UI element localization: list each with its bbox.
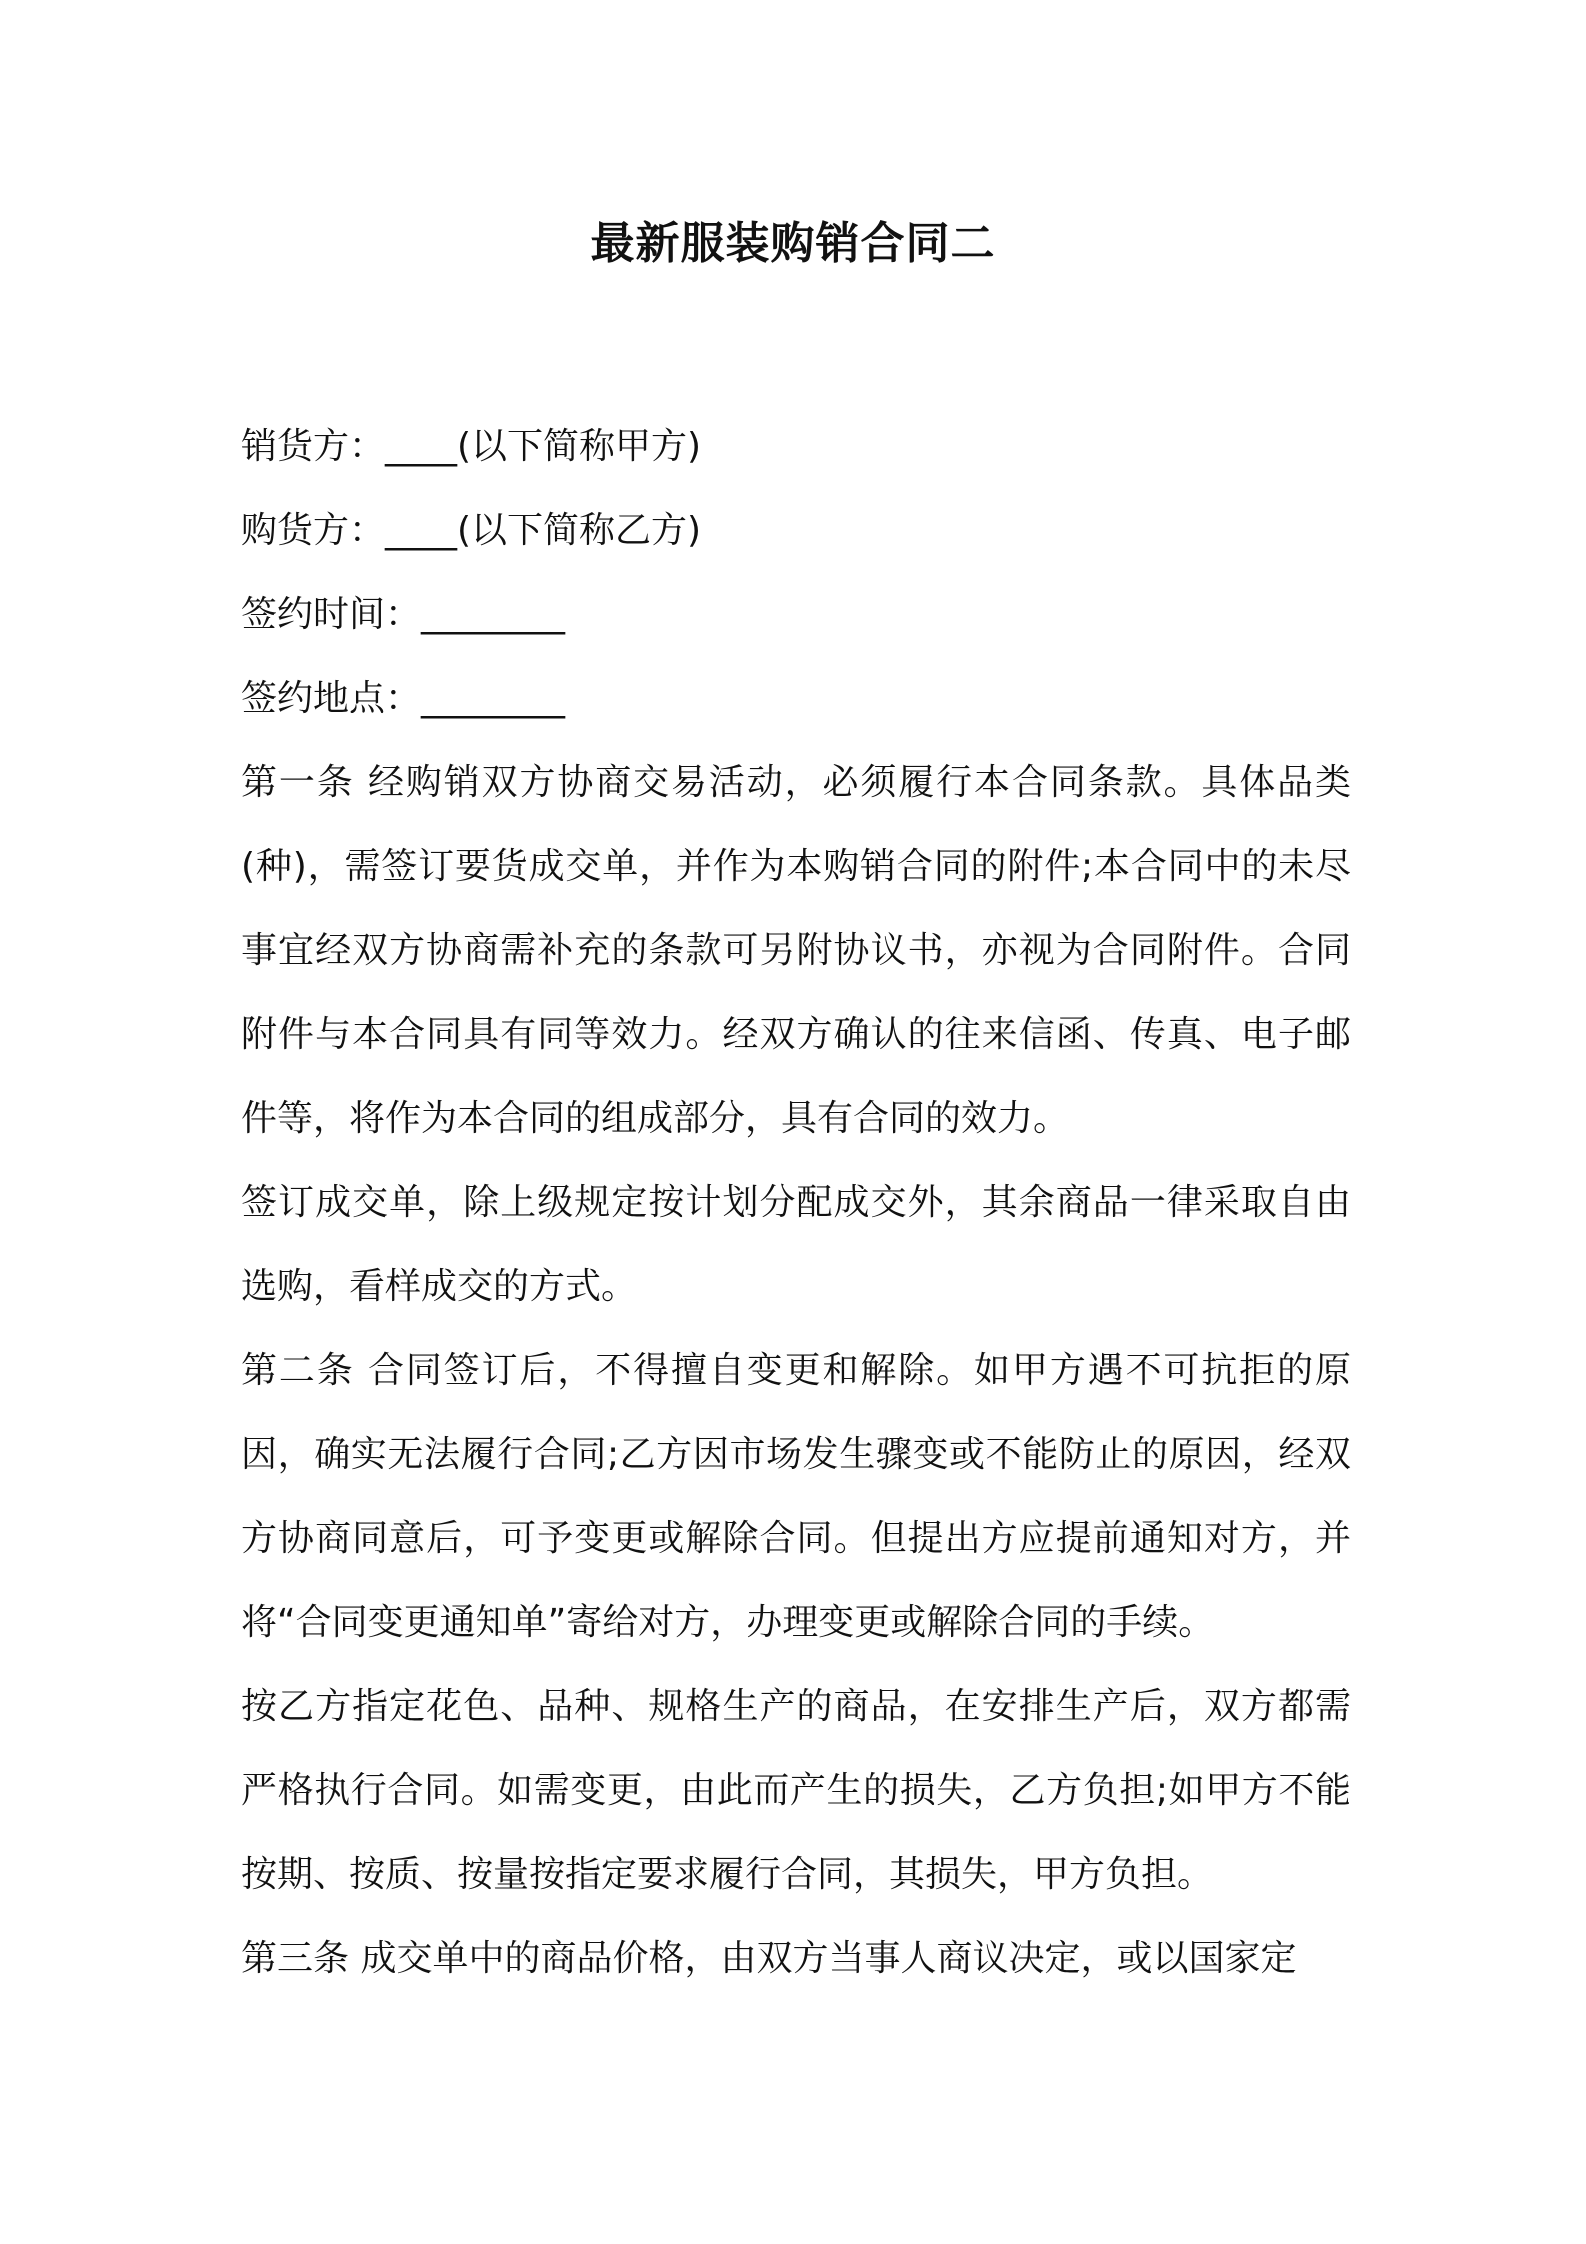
article-1-paragraph: 第一条 经购销双方协商交易活动，必须履行本合同条款。具体品类(种)，需签订要货成交单，并作为本购销合同的附件;本合同中的未尽事宜经双方协商需补充的条款可另附协议书，亦视为合同附件。合同附件与本合同具有同等效力。经双方确认的往来信函、传真、电子邮件等，将作为本合同的组成部分，具有合同的效力。 bbox=[241, 762, 1351, 1139]
buyer-line: 购货方：____(以下简称乙方) bbox=[241, 510, 702, 551]
seller-line: 销货方：____(以下简称甲方) bbox=[241, 426, 702, 467]
article-3-paragraph: 第三条 成交单中的商品价格，由双方当事人商议决定，或以国家定 bbox=[241, 1938, 1297, 1979]
signing-place-line: 签约地点：________ bbox=[241, 678, 566, 719]
article-2-paragraph: 第二条 合同签订后，不得擅自变更和解除。如甲方遇不可抗拒的原因，确实无法履行合同;乙方因市场发生骤变或不能防止的原因，经双方协商同意后，可予变更或解除合同。但提出方应提前通知对方，并将“合同变更通知单”寄给对方，办理变更或解除合同的手续。 bbox=[241, 1350, 1351, 1643]
document-body bbox=[241, 405, 1351, 2001]
signing-time-line: 签约时间：________ bbox=[241, 594, 566, 635]
article-2-supplement-paragraph: 按乙方指定花色、品种、规格生产的商品，在安排生产后，双方都需严格执行合同。如需变更，由此而产生的损失，乙方负担;如甲方不能按期、按质、按量按指定要求履行合同，其损失，甲方负担。 bbox=[241, 1686, 1351, 1895]
article-1-supplement-paragraph: 签订成交单，除上级规定按计划分配成交外，其余商品一律采取自由选购，看样成交的方式。 bbox=[241, 1182, 1351, 1307]
document-title: 最新服装购销合同二 bbox=[590, 218, 996, 269]
